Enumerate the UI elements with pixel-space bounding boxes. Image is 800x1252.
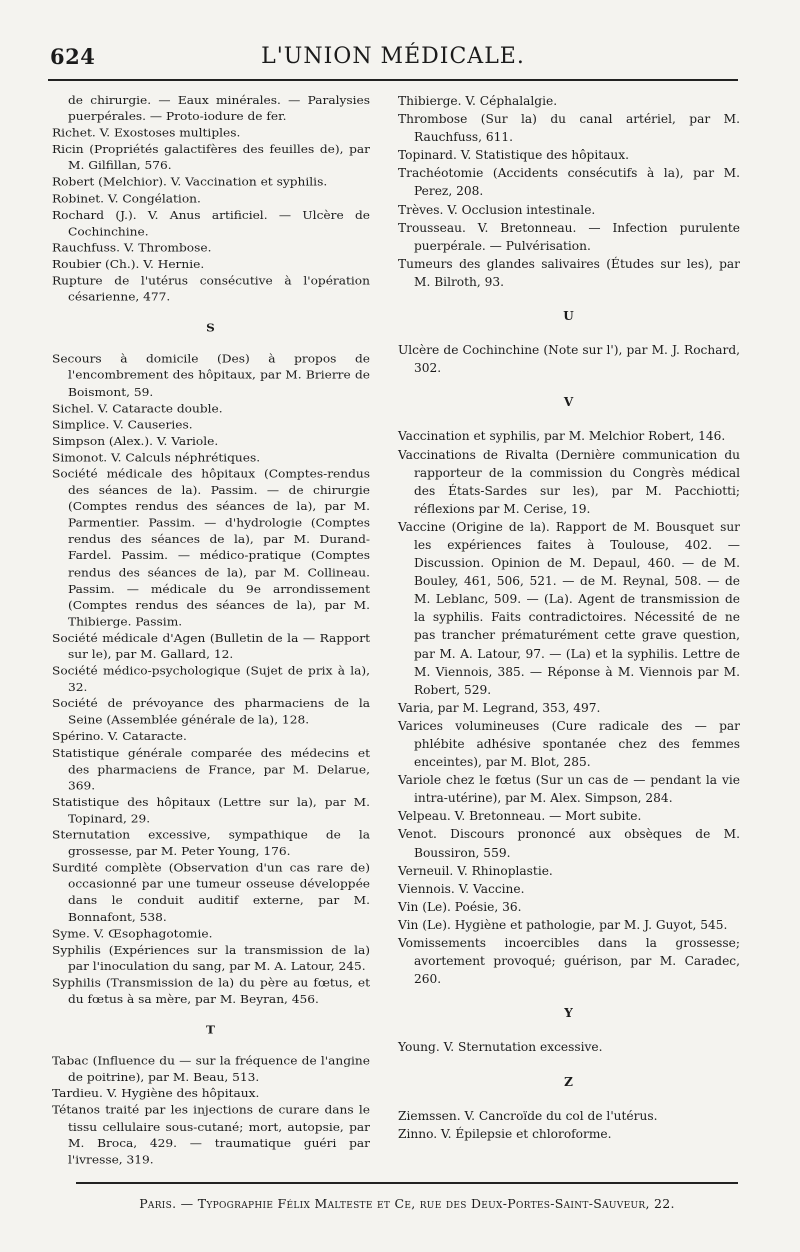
index-entry: Ricin (Propriétés galactifères des feuilles de), par M. Gilfillan, 576. [52, 143, 370, 173]
index-entry: Trèves. V. Occlusion intestinale. [398, 202, 596, 217]
index-entry: Sternutation excessive, sympathique de la grossesse, par M. Peter Young, 176. [52, 828, 370, 858]
index-entry: Variole chez le fœtus (Sur un cas de — pendant la vie intra-utérine), par M. Alex. Simpson, 284. [398, 773, 740, 806]
index-entry: Viennois. V. Vaccine. [398, 881, 525, 896]
index-entry: Société de prévoyance des pharmaciens de la Seine (Assemblée générale de la), 128. [52, 697, 370, 727]
index-entry: Rauchfuss. V. Thrombose. [52, 241, 212, 255]
index-entry: Secours à domicile (Des) à propos de l'encombrement des hôpitaux, par M. Brierre de Boismont, 59. [52, 352, 370, 399]
index-entry: Vomissements incoercibles dans la grossesse; avortement provoqué; guérison, par M. Caradec, 260. [398, 936, 740, 987]
index-entry: Ziemssen. V. Cancroïde du col de l'utérus. [398, 1108, 658, 1123]
index-entry: Vaccine (Origine de la). Rapport de M. Bousquet sur les expériences faites à Toulouse, 402. — Discussion. Opinion de M. Depaul, 460. — de M. Bouley, 461, 506, 521. — de M. Reynal, 508. — de M. Leblanc, 509. — (La). Agent de transmission de la syphilis. Faits contradictoires. Nécessité de ne pas trancher prématurément cette grave question, par M. A. Latour, 97. — (La) et la syphilis. Lettre de M. Viennois, 385. — Réponse à M. Viennois par M. Robert, 529. [398, 519, 740, 697]
header-rule [48, 79, 738, 81]
index-entry: Thrombose (Sur la) du canal artériel, par M. Rauchfuss, 611. [398, 112, 740, 145]
section-letter: S [206, 321, 216, 335]
index-entry: Varia, par M. Legrand, 353, 497. [398, 700, 601, 715]
index-entry: Topinard. V. Statistique des hôpitaux. [398, 148, 630, 163]
footer-rule [76, 1182, 738, 1184]
index-entry: Statistique des hôpitaux (Lettre sur la), par M. Topinard, 29. [52, 795, 370, 826]
imprint-footer: Paris. — Typographie Félix Malteste et Ce, rue des Deux-Portes-Saint-Sauveur, 22. [139, 1196, 675, 1211]
page-number: 624 [50, 44, 96, 69]
index-entry: Syphilis (Expériences sur la transmission de la) par l'inoculation du sang, par M. A. Latour, 245. [52, 943, 370, 973]
section-letter: V [563, 395, 575, 410]
index-entry: Robert (Melchior). V. Vaccination et syphilis. [52, 175, 328, 189]
index-entry: Ulcère de Cochinchine (Note sur l'), par M. J. Rochard, 302. [398, 343, 740, 376]
index-entry: Rochard (J.). V. Anus artificiel. — Ulcère de Cochinchine. [52, 208, 370, 238]
index-entry: Trousseau. V. Bretonneau. — Infection purulente puerpérale. — Pulvérisation. [398, 220, 740, 253]
index-entry: Varices volumineuses (Cure radicale des — par phlébite adhésive spontanée chez des femmes enceintes), par M. Blot, 285. [398, 718, 740, 770]
index-entry: Young. V. Sternutation excessive. [398, 1040, 603, 1055]
index-entry: Richet. V. Exostoses multiples. [52, 126, 241, 140]
index-entry: Société médicale des hôpitaux (Comptes-rendus des séances de la). Passim. — de chirurgie (Comptes rendus des séances de la), par M. Parmentier. Passim. — d'hydrologie (Comptes rendus des séances de la), par M. Durand-Fardel. Passim. — médico-pratique (Comptes rendus des séances de la), par M. Collineau. Passim. — médicale du 9e arrondissement (Comptes rendus des séances de la), par M. Thibierge. Passim. [52, 467, 370, 629]
index-entry: Société médico-psychologique (Sujet de prix à la), 32. [52, 664, 370, 694]
index-entry: de chirurgie. — Eaux minérales. — Paralysies puerpérales. — Proto-iodure de fer. [68, 93, 370, 123]
section-letter: Y [564, 1006, 574, 1021]
index-entry: Société médicale d'Agen (Bulletin de la — Rapport sur le), par M. Gallard, 12. [52, 631, 370, 661]
page-header [48, 44, 738, 78]
index-entry: Vin (Le). Hygiène et pathologie, par M. J. Guyot, 545. [398, 917, 728, 932]
index-entry: Robinet. V. Congélation. [52, 192, 201, 206]
index-entry: Roubier (Ch.). V. Hernie. [52, 257, 205, 271]
index-entry: Venot. Discours prononcé aux obsèques de M. Boussiron, 559. [398, 827, 740, 860]
index-entry: Rupture de l'utérus consécutive à l'opération césarienne, 477. [52, 274, 370, 304]
section-letter: U [563, 309, 575, 324]
index-entry: Simonot. V. Calculs néphrétiques. [52, 451, 261, 464]
index-entry: Spérino. V. Cataracte. [52, 730, 187, 743]
running-title: L'UNION MÉDICALE. [261, 44, 525, 69]
index-entry: Tétanos traité par les injections de curare dans le tissu cellulaire sous-cutané; mort, autopsie, par M. Broca, 429. — traumatique guéri par l'ivresse, 319. [52, 1103, 370, 1166]
index-entry: Verneuil. V. Rhinoplastie. [398, 863, 553, 878]
index-entry: Tardieu. V. Hygiène des hôpitaux. [52, 1087, 260, 1101]
section-letter: Z [564, 1074, 574, 1089]
index-entry: Sichel. V. Cataracte double. [52, 401, 223, 415]
index-entry: Velpeau. V. Bretonneau. — Mort subite. [398, 809, 642, 824]
left-column [52, 92, 370, 1168]
index-entry: Vaccination et syphilis, par M. Melchior Robert, 146. [398, 429, 726, 444]
index-entry: Thibierge. V. Céphalalgie. [398, 94, 558, 108]
index-entry: Surdité complète (Observation d'un cas rare de) occasionné par une tumeur osseuse développée dans le conduit auditif externe, par M. Bonnafont, 538. [52, 861, 370, 924]
index-entry: Tabac (Influence du — sur la fréquence de l'angine de poitrine), par M. Beau, 513. [52, 1054, 370, 1084]
index-entry: Simpson (Alex.). V. Variole. [52, 434, 219, 448]
index-entry: Tumeurs des glandes salivaires (Études sur les), par M. Bilroth, 93. [398, 256, 740, 289]
index-entry: Vin (Le). Poésie, 36. [398, 899, 522, 914]
index-entry: Statistique générale comparée des médecins et des pharmaciens de France, par M. Delarue, 369. [52, 746, 370, 793]
index-entry: Syphilis (Transmission de la) du père au fœtus, et du fœtus à sa mère, par M. Beyran, 456. [52, 976, 370, 1006]
index-entry: Zinno. V. Épilepsie et chloroforme. [398, 1126, 612, 1141]
right-column [398, 92, 740, 1143]
index-entry: Syme. V. Œsophagotomie. [52, 927, 213, 940]
index-entry: Simplice. V. Causeries. [52, 418, 193, 432]
index-entry: Vaccinations de Rivalta (Dernière communication du rapporteur de la commission du Congrès médical des États-Sardes sur les), par M. Pacchiotti; réflexions par M. Cerise, 19. [398, 447, 740, 516]
index-entry: Trachéotomie (Accidents consécutifs à la), par M. Perez, 208. [398, 166, 740, 199]
section-letter: T [206, 1023, 216, 1037]
